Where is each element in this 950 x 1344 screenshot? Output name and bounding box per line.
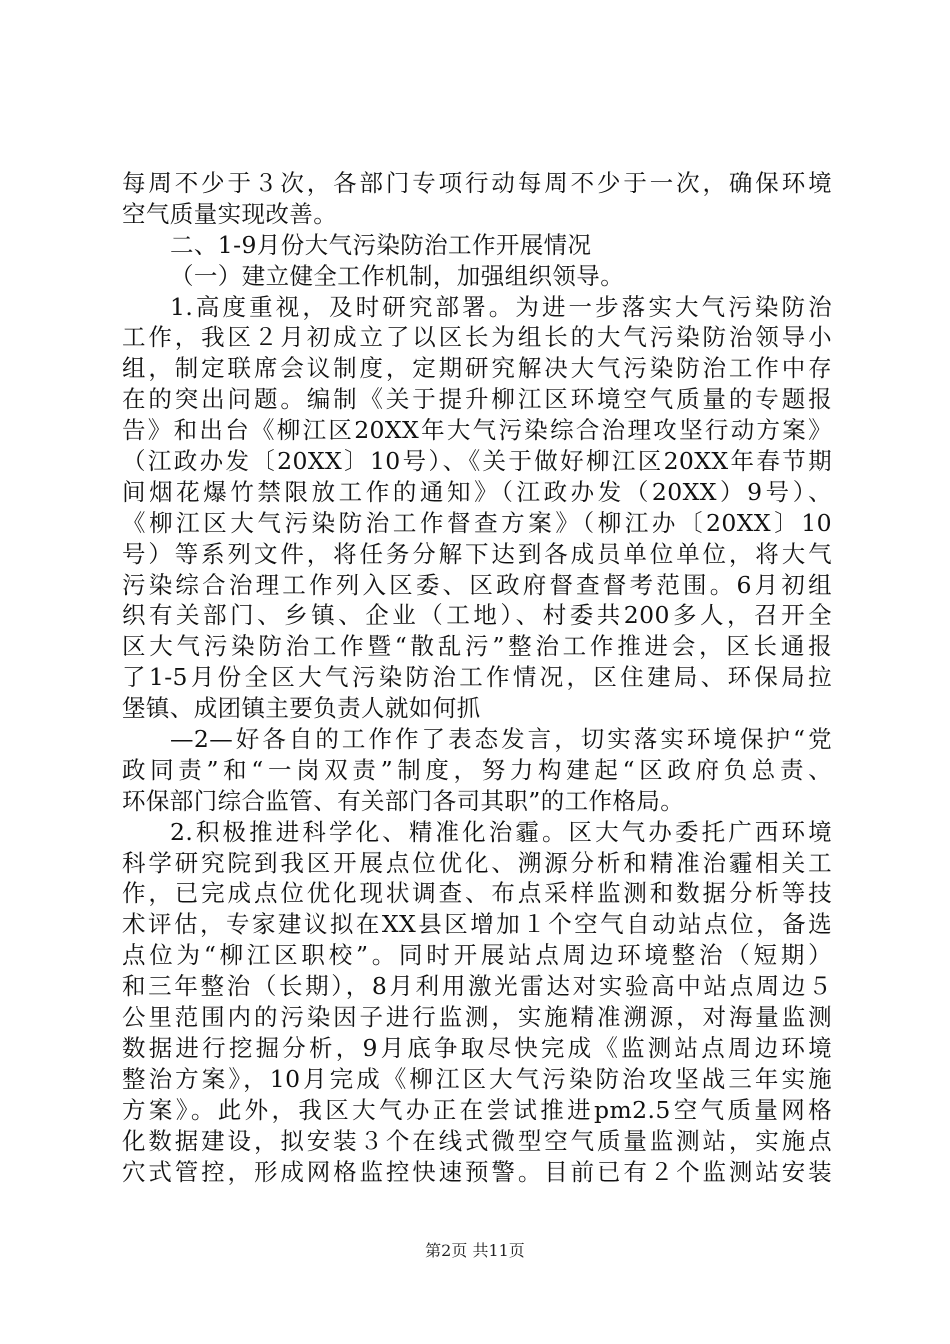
text-line: 工作，我区２月初成立了以区长为组长的大气污染防治领导小 [122, 323, 832, 352]
text-line: 方案》。此外，我区大气办正在尝试推进pm2.5空气质量网格 [122, 1095, 832, 1124]
text-line: 1.高度重视，及时研究部署。为进一步落实大气污染防治 [170, 292, 832, 321]
text-line: 穴式管控，形成网格监控快速预警。目前已有２个监测站安装 [122, 1157, 832, 1186]
text-line: 和三年整治（长期），8月利用激光雷达对实验高中站点周边５ [122, 972, 832, 1001]
text-line: 空气质量实现改善。 [122, 199, 338, 228]
text-line: 术评估，专家建议拟在XX县区增加１个空气自动站点位，备选 [122, 910, 832, 939]
text-line: 整治方案》，10月完成《柳江区大气污染防治攻坚战三年实施 [122, 1064, 832, 1093]
text-line: 间烟花爆竹禁限放工作的通知》（江政办发（20XX）9号）、 [122, 477, 832, 506]
text-line: 堡镇、成团镇主要负责人就如何抓 [122, 694, 481, 723]
text-line: 数据进行挖掘分析，9月底争取尽快完成《监测站点周边环境 [122, 1033, 832, 1062]
text-line: 《柳江区大气污染防治工作督查方案》（柳江办〔20XX〕10 [122, 508, 832, 537]
text-line: 点位为“柳江区职校”。同时开展站点周边环境整治（短期） [122, 941, 832, 970]
text-line: 每周不少于３次，各部门专项行动每周不少于一次，确保环境 [122, 169, 832, 197]
text-line: 科学研究院到我区开展点位优化、溯源分析和精准治霾相关工 [122, 848, 832, 877]
subsection-heading: （一）建立健全工作机制，加强组织领导。 [170, 261, 625, 290]
page-number-footer: 第2页 共11页 [425, 1241, 525, 1260]
text-line: 组，制定联席会议制度，定期研究解决大气污染防治工作中存 [122, 354, 832, 383]
text-line: 号）等系列文件，将任务分解下达到各成员单位单位，将大气 [122, 539, 832, 568]
text-line: 织有关部门、乡镇、企业（工地）、村委共200多人，召开全 [122, 601, 832, 630]
text-line: 作，已完成点位优化现状调查、布点采样监测和数据分析等技 [122, 879, 832, 908]
text-line: 区大气污染防治工作暨“散乱污”整治工作推进会，区长通报 [122, 632, 832, 661]
section-heading: 二、1-9月份大气污染防治工作开展情况 [170, 230, 592, 259]
text-line: 2.积极推进科学化、精准化治霾。区大气办委托广西环境 [170, 817, 832, 846]
text-line: 了1-5月份全区大气污染防治工作情况，区住建局、环保局拉 [122, 663, 832, 692]
body-text [122, 168, 832, 1187]
text-line: 公里范围内的污染因子进行监测，实施精准溯源，对海量监测 [122, 1003, 832, 1032]
text-line: 污染综合治理工作列入区委、区政府督查督考范围。6月初组 [122, 570, 832, 599]
text-line: 在的突出问题。编制《关于提升柳江区环境空气质量的专题报 [122, 385, 832, 414]
text-line: 告》和出台《柳江区20XX年大气污染综合治理攻坚行动方案》 [122, 416, 832, 445]
text-line: 环保部门综合监管、有关部门各司其职”的工作格局。 [122, 786, 685, 815]
text-line: —2—好各自的工作作了表态发言，切实落实环境保护“党 [170, 725, 832, 754]
text-line: 政同责”和“一岗双责”制度，努力构建起“区政府负总责、 [122, 755, 832, 784]
text-line: （江政办发〔20XX〕10号）、《关于做好柳江区20XX年春节期 [122, 447, 832, 476]
text-line: 化数据建设，拟安装３个在线式微型空气质量监测站，实施点 [122, 1126, 832, 1155]
